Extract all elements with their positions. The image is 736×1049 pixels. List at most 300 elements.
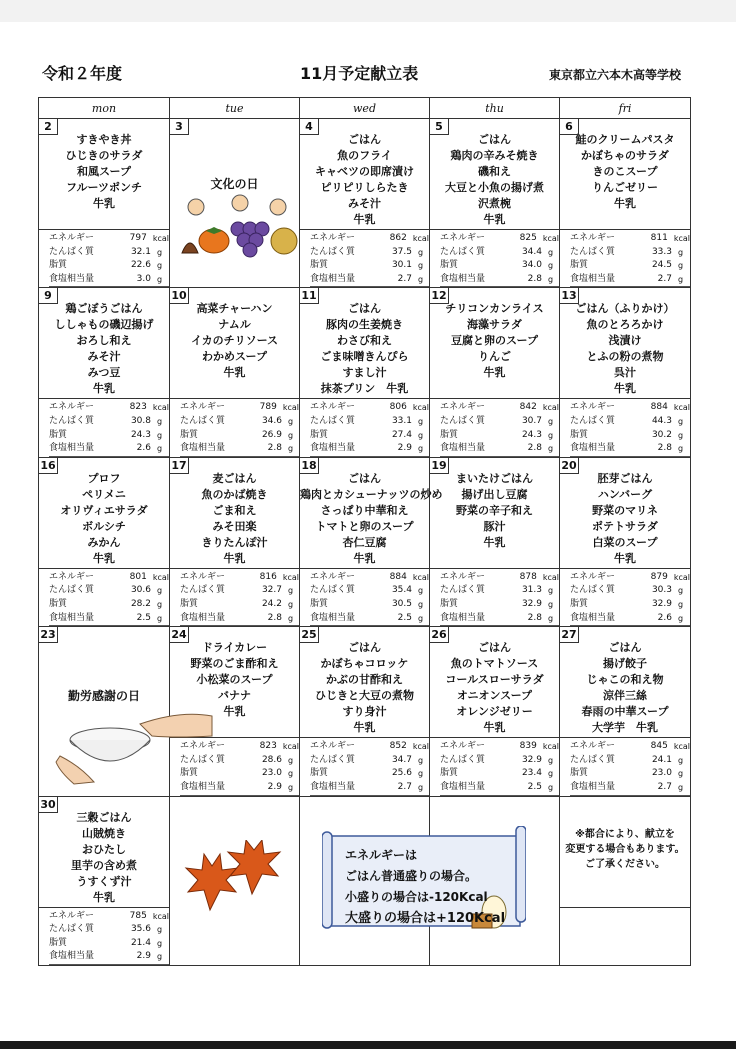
nutrient-unit: g [548,274,554,284]
nutrient-value: 35.6 [130,924,151,935]
maple-leaf-icon [186,840,280,910]
weekday-header-tue: tue [170,98,300,119]
nutrient-value: 25.6 [391,768,412,779]
menu-item: みかん [87,535,121,549]
menu-item: イカのチリソース [190,334,279,348]
nutrient-unit: g [418,247,424,257]
menu-list [39,119,169,212]
nutrient-value: 30.2 [651,429,672,440]
nutrition-row [570,754,690,768]
day-cell [430,627,560,738]
week-nutrition-row [39,568,691,626]
nutrition-table [170,399,299,456]
nutrient-value: 823 [129,402,147,413]
nutrient-label: たんぱく質 [180,585,226,596]
nutrient-unit: kcal [542,403,559,413]
menu-item: きりたんぽ汁 [201,535,268,549]
nutrient-unit: kcal [152,572,169,582]
nutrient-unit: g [157,952,163,962]
menu-item: すまし汁 [342,366,387,380]
nutrition-row [570,415,690,429]
nutrient-unit: kcal [412,742,429,752]
menu-item: 鶏肉とカシューナッツの炒め [300,487,443,501]
day-number: 11 [300,288,319,304]
weekday-header-wed: wed [300,98,430,119]
menu-item: 魚のかば焼き [201,487,268,501]
chestnut-icon [182,243,198,253]
nutrient-unit: g [418,769,424,779]
day-number: 10 [170,288,189,304]
nutrient-unit: kcal [673,742,690,752]
menu-item: ドライカレー [201,641,268,655]
nutrient-value: 884 [650,402,668,413]
nutrient-value: 797 [129,233,147,243]
menu-item: チリコンカンライス [445,302,544,316]
nutrient-unit: g [548,599,554,609]
nutrition-row [440,584,559,598]
menu-item: 呉汁 [614,366,636,380]
nutrient-label: 食塩相当量 [49,273,95,284]
nutrient-unit: g [157,444,163,454]
nutrient-unit: kcal [282,742,299,752]
day-number: 5 [430,119,449,135]
nutrient-value: 879 [650,571,668,582]
menu-item: とふの粉の煮物 [586,350,664,364]
nutrient-label: 食塩相当量 [440,612,486,623]
menu-item: ごはん [348,471,381,485]
nutrition-row [570,246,690,260]
menu-item: おろし和え [76,334,132,348]
nutrition-row [440,598,559,612]
menu-item: キャベツの即席漬け [315,165,414,178]
menu-item: ごはん [478,641,511,655]
nutrient-label: 脂質 [570,768,589,779]
nutrient-value: 3.0 [136,273,151,284]
menu-item: 牛乳 [223,366,246,380]
nutrient-unit: kcal [152,911,169,921]
empty-cell [560,907,691,965]
nutrition-row [440,259,559,273]
menu-item: おひたし [82,842,126,856]
menu-item: 牛乳 [223,705,246,719]
nutrient-unit: g [678,247,684,257]
day-number: 18 [300,458,319,474]
nutrient-value: 23.4 [521,768,542,779]
menu-item: ナムル [218,318,251,332]
week-menu-row [39,288,691,399]
nutrient-label: たんぱく質 [49,246,95,257]
nutrition-row [570,442,690,457]
menu-item: 胚芽ごはん [597,471,653,485]
menu-item: 海藻サラダ [467,318,522,332]
nutrition-row [570,612,690,627]
menu-item: ひじきのサラダ [65,149,143,162]
nutrition-table [560,738,690,795]
nutrient-unit: g [418,599,424,609]
nutrient-label: エネルギー [440,571,486,582]
weekday-header-fri: fri [560,98,691,119]
menu-item: ハンバーグ [597,487,653,501]
menu-item: まいたけごはん [456,471,533,485]
nutrient-unit: g [678,274,684,284]
nutrient-label: エネルギー [49,571,95,582]
nutrition-row [180,442,299,457]
menu-item: 抹茶プリン 牛乳 [320,382,409,396]
nutrition-cell [430,738,560,796]
nutrient-unit: g [157,925,163,935]
menu-item: さっぱり中華和え [320,503,409,517]
week-nutrition-row [39,230,691,288]
menu-item: ごま和え [212,503,257,517]
nutrient-value: 23.0 [651,768,672,779]
nutrient-value: 852 [389,741,407,752]
menu-item: 野菜のマリネ [592,503,658,517]
menu-item: ごはん（ふりかけ） [575,302,675,316]
nutrient-unit: g [678,444,684,454]
menu-item: 牛乳 [483,535,506,549]
nutrition-row [570,598,690,612]
maple-leaves-illustration [180,840,284,918]
fiscal-year: 令和２年度 [42,64,123,83]
day-number: 25 [300,627,319,643]
bottom-bar [0,1041,736,1049]
nutrient-label: 食塩相当量 [49,612,95,623]
nutrient-value: 26.9 [261,429,282,440]
menu-item: 魚のとろろかけ [586,318,664,332]
nutrient-value: 2.8 [267,612,282,623]
nutrient-unit: g [418,613,424,623]
nutrient-value: 33.3 [651,246,672,257]
nutrient-label: エネルギー [440,402,486,413]
nutrition-row [49,246,169,260]
nutrient-value: 785 [129,910,147,921]
energy-note-line3: 小盛りの場合は-120Kcal [345,890,488,904]
nutrient-label: 食塩相当量 [310,443,356,454]
menu-item: 牛乳 [353,213,376,226]
nutrient-unit: kcal [152,403,169,413]
nutrient-value: 34.6 [261,415,282,426]
nutrient-unit: kcal [673,403,690,413]
menu-item: じゃこの和え物 [586,673,664,687]
day-number: 23 [39,627,58,643]
nutrient-value: 2.6 [136,443,151,454]
nutrient-label: 脂質 [310,768,329,779]
nutrient-value: 28.2 [130,598,151,609]
menu-item: オレンジゼリー [456,705,533,719]
nutrition-row [440,415,559,429]
nutrition-row [570,401,690,415]
menu-item: ししゃもの磯辺揚げ [54,318,154,332]
nutrient-value: 801 [129,571,147,582]
nutrient-unit: g [418,586,424,596]
nutrition-row [440,232,559,246]
nutrition-table [430,230,559,287]
nutrient-label: たんぱく質 [570,415,616,426]
menu-item: 牛乳 [614,197,636,210]
nutrient-label: 食塩相当量 [570,612,616,623]
nutrition-cell [560,738,691,796]
menu-item: 和風スープ [77,165,131,178]
menu-item: みそ汁 [87,350,121,364]
nutrient-unit: g [418,755,424,765]
nutrient-label: 脂質 [49,429,68,440]
nutrient-unit: g [157,613,163,623]
nutrition-table [560,230,690,287]
menu-item: 里芋の含め煮 [71,858,137,872]
nutrient-label: 脂質 [440,429,459,440]
nutrient-unit: g [418,430,424,440]
nutrition-row [310,598,429,612]
nutrient-unit: kcal [673,234,690,243]
nutrient-unit: g [418,261,424,271]
day-number: 6 [560,119,579,135]
nutrition-row [440,740,559,754]
menu-item: 牛乳 [483,721,506,735]
nutrient-unit: g [548,261,554,271]
menu-item: バナナ [218,689,251,703]
nutrient-label: たんぱく質 [49,585,95,596]
nutrition-table [39,569,169,626]
nutrient-value: 32.9 [651,598,672,609]
menu-item: わさび和え [337,334,392,348]
nutrient-value: 2.8 [527,273,542,284]
menu-item: 揚げ出し豆腐 [461,487,528,501]
top-status-bar [0,0,736,22]
nutrition-row [310,442,429,457]
nutrient-label: たんぱく質 [570,585,616,596]
nutrient-unit: g [288,599,294,609]
nutrient-label: たんぱく質 [440,585,486,596]
menu-list [430,458,559,551]
nutrient-unit: kcal [412,234,429,243]
nutrition-row [310,415,429,429]
nutrient-label: エネルギー [49,910,95,921]
menu-item: すり身汁 [342,705,387,719]
nutrient-label: 食塩相当量 [570,781,616,792]
nutrition-cell [300,230,430,288]
nutrition-row [440,246,559,260]
nutrition-row [570,232,690,246]
menu-item: ポテトサラダ [592,519,658,533]
nutrient-value: 34.7 [391,754,412,765]
nutrient-unit: g [288,782,294,792]
nutrition-row [180,415,299,429]
nutrition-row [310,232,429,246]
menu-item: 豚肉の生姜焼き [326,318,403,332]
notice-line: ご了承ください。 [585,858,665,870]
day-cell [560,288,691,399]
nutrient-unit: g [157,274,163,284]
nutrition-cell [300,738,430,796]
energy-note-text [345,845,505,929]
nutrition-cell [430,230,560,288]
nutrition-row [49,612,169,627]
day-cell [39,457,170,568]
nutrient-label: たんぱく質 [310,246,356,257]
nutrient-label: 食塩相当量 [570,273,616,284]
nutrient-unit: g [418,274,424,284]
nutrient-value: 44.3 [651,415,672,426]
nutrition-cell [300,399,430,457]
week-menu-row [39,457,691,568]
nutrition-row [310,246,429,260]
nutrient-value: 32.9 [521,754,542,765]
nutrient-value: 32.1 [130,246,151,257]
nutrient-unit: g [548,769,554,779]
nutrient-label: 食塩相当量 [570,443,616,454]
nutrient-unit: g [548,586,554,596]
nutrition-row [180,429,299,443]
nutrient-value: 2.7 [397,273,412,284]
energy-note-line2: ごはん普通盛りの場合。 [345,869,478,883]
nutrient-label: 食塩相当量 [440,273,486,284]
nutrient-label: エネルギー [440,233,486,243]
day-number: 24 [170,627,189,643]
nutrition-row [49,401,169,415]
nutrient-unit: g [288,444,294,454]
weekday-header-thu: thu [430,98,560,119]
day-number: 4 [300,119,319,135]
nutrient-label: エネルギー [49,402,95,413]
nutrient-label: たんぱく質 [440,415,486,426]
day-number: 19 [430,458,449,474]
menu-list [39,458,169,567]
menu-item: フルーツポンチ [65,181,143,194]
nutrient-label: エネルギー [180,402,226,413]
nutrient-unit: g [157,586,163,596]
nutrient-label: たんぱく質 [180,754,226,765]
nutrient-unit: kcal [412,403,429,413]
cooking-hands-illustration [40,700,216,786]
menu-item: うすくず汁 [76,874,132,888]
nutrition-row [310,781,429,796]
nutrient-value: 806 [389,402,407,413]
nutrient-value: 30.6 [130,585,151,596]
nutrient-unit: g [548,444,554,454]
menu-item: ごはん [348,302,381,316]
nutrient-label: エネルギー [570,402,616,413]
nutrition-table [39,399,169,456]
nutrition-table [430,399,559,456]
nutrition-row [570,259,690,273]
menu-item: 豚汁 [483,519,506,533]
nutrient-value: 811 [650,233,668,243]
persimmon-icon [199,227,229,253]
holiday-name: 文化の日 [210,177,259,191]
nutrient-label: エネルギー [180,571,226,582]
nutrient-label: 脂質 [310,429,329,440]
nutrient-label: たんぱく質 [49,924,95,935]
day-number: 30 [39,797,58,813]
day-cell [300,288,430,399]
nutrition-table [430,738,559,795]
nutrient-value: 31.3 [521,585,542,596]
nutrient-value: 28.6 [261,754,282,765]
day-cell [39,796,170,907]
nutrient-unit: kcal [282,572,299,582]
day-number: 16 [39,458,58,474]
nutrient-value: 34.4 [521,246,542,257]
nutrition-row [180,401,299,415]
nutrition-table [39,230,169,287]
menu-item: 高菜チャーハン [196,302,273,316]
nutrition-row [440,442,559,457]
nutrient-value: 34.0 [521,260,542,271]
nutrition-row [440,767,559,781]
nutrient-unit: g [157,416,163,426]
nutrition-row [440,754,559,768]
nutrient-value: 21.4 [130,937,151,948]
menu-item: 牛乳 [93,551,115,565]
nutrient-unit: g [288,769,294,779]
energy-note-line1: エネルギーは [345,848,418,862]
day-cell [430,119,560,230]
nutrient-value: 30.1 [391,260,412,271]
nutrient-label: 食塩相当量 [440,443,486,454]
menu-list [170,458,299,567]
nutrient-label: 食塩相当量 [180,443,226,454]
menu-item: 牛乳 [353,551,376,565]
nutrition-cell [39,907,170,965]
nutrient-label: たんぱく質 [310,754,356,765]
menu-item: かぼちゃコロッケ [320,657,409,671]
nutrition-row [440,273,559,288]
day-cell [170,288,300,399]
menu-item: 三穀ごはん [76,810,132,824]
nutrient-unit: g [678,430,684,440]
menu-item: ごはん [348,641,381,655]
menu-item: 麦ごはん [212,471,257,485]
nutrient-value: 2.7 [397,781,412,792]
nutrient-unit: g [288,613,294,623]
menu-item: 大豆と小魚の揚げ煮 [445,181,544,194]
nutrient-label: 脂質 [440,768,459,779]
day-cell [560,627,691,738]
notice-line: 変更する場合もあります。 [565,843,685,855]
nutrition-row [49,950,169,965]
nutrient-label: たんぱく質 [310,585,356,596]
menu-item: わかめスープ [202,350,267,364]
menu-item: かぼちゃのサラダ [581,149,669,162]
nutrition-cell [300,568,430,626]
nutrient-unit: g [548,247,554,257]
nutrient-unit: g [157,599,163,609]
notice-text [560,797,690,872]
nutrient-label: たんぱく質 [570,246,616,257]
nutrient-value: 845 [650,741,668,752]
nutrient-label: 脂質 [570,260,589,271]
nutrient-unit: g [548,416,554,426]
menu-list [560,458,690,567]
nutrient-label: エネルギー [570,741,616,752]
nutrient-value: 2.5 [397,612,412,623]
day-number: 2 [39,119,58,135]
nutrient-unit: g [418,782,424,792]
nutrition-row [310,584,429,598]
nutrition-row [49,584,169,598]
nutrient-label: 脂質 [49,937,68,948]
menu-item: 沢煮椀 [478,197,511,210]
menu-item: ピリピリしらたき [320,181,409,194]
day-cell [560,457,691,568]
nutrient-label: たんぱく質 [570,754,616,765]
nutrient-unit: kcal [673,572,690,582]
menu-item: 野菜の辛子和え [456,503,533,517]
nutrient-unit: g [288,430,294,440]
nutrition-row [310,767,429,781]
menu-item: ごはん [608,641,642,655]
nutrient-unit: g [288,586,294,596]
